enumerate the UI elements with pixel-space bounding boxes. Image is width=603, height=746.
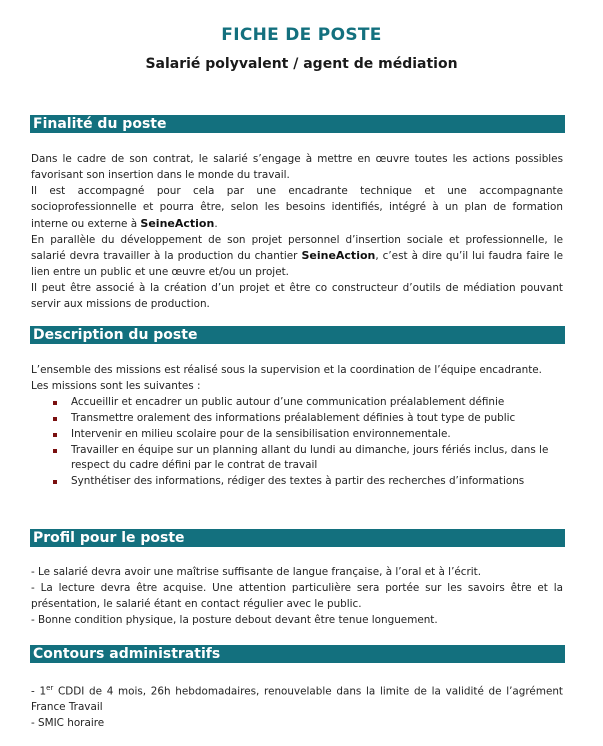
list-item	[31, 474, 563, 490]
description-intro: L’ensemble des missions est réalisé sous la supervision et la coordination de l’équipe encadrante.	[31, 364, 542, 376]
mission-text: Transmettre oralement des informations préalablement définies à tout type de public	[71, 411, 516, 424]
ordinal-suffix: er	[46, 684, 54, 692]
document-title: FICHE DE POSTE	[221, 25, 382, 45]
finalite-p2-text: Il est accompagné pour cela par une encadrante technique et une accompagnante socioprofessionnelle et pourra être, selon les besoins identifiés, intégré à un plan de formation interne ou externe à	[31, 184, 563, 230]
contours-line-1	[31, 681, 563, 716]
finalite-paragraph-1: Dans le cadre de son contrat, le salarié s’engage à mettre en œuvre toutes les actions possibles favorisant son insertion dans le monde du travail.	[31, 153, 563, 181]
list-item	[31, 427, 563, 443]
mission-text: Accueillir et encadrer un public autour d’une communication préalablement définie	[71, 395, 505, 408]
bullet-icon	[53, 401, 57, 405]
mission-text: Travailler en équipe sur un planning allant du lundi au dimanche, jours fériés inclus, dans le respect du cadre défini par le contrat de travail	[71, 443, 549, 472]
finalite-body	[31, 152, 563, 313]
brand-name: SeineAction	[140, 216, 215, 230]
list-item	[31, 395, 563, 411]
contract-prefix: - 1	[31, 685, 47, 698]
list-item	[31, 411, 563, 427]
bullet-icon	[53, 417, 57, 421]
finalite-p3-end: , c’est à dire qu’il lui faudra faire le lien entre un public et une œuvre et/ou un projet.	[31, 250, 563, 279]
description-body	[31, 363, 563, 490]
section-heading-finalite: Finalité du poste	[30, 115, 565, 133]
section-heading-contours: Contours administratifs	[30, 645, 565, 663]
missions-list	[31, 395, 563, 490]
profil-line: - Le salarié devra avoir une maîtrise suffisante de langue française, à l’oral et à l’écrit.	[31, 566, 482, 578]
bullet-icon	[53, 433, 57, 437]
list-item	[31, 443, 563, 475]
profil-line: - La lecture devra être acquise. Une attention particulière sera portée sur les savoirs être et la présentation, le salarié étant en contact régulier avec le public.	[31, 581, 563, 610]
bullet-icon	[53, 480, 57, 484]
contract-details: CDDI de 4 mois, 26h hebdomadaires, renouvelable dans la limite de la validité de l’agrément France Travail	[31, 685, 563, 714]
contours-body	[31, 681, 563, 732]
profil-line: - Bonne condition physique, la posture debout devant être tenue longuement.	[31, 613, 438, 626]
brand-name: SeineAction	[301, 249, 376, 263]
finalite-paragraph-2	[31, 184, 563, 233]
mission-text: Intervenir en milieu scolaire pour de la sensibilisation environnementale.	[71, 427, 451, 440]
finalite-p3-text: En parallèle du développement de son projet personnel d’insertion sociale et professionnelle, le salarié devra travailler à la production du chantier	[31, 233, 563, 263]
finalite-p2-end: .	[214, 217, 218, 230]
finalite-paragraph-4: Il peut être associé à la création d’un projet et être co constructeur d’outils de médiation pouvant servir aux missions de production.	[31, 282, 563, 311]
profil-body	[31, 565, 563, 629]
finalite-paragraph-3	[31, 233, 563, 282]
document-subtitle: Salarié polyvalent / agent de médiation	[145, 56, 458, 72]
bullet-icon	[53, 449, 57, 453]
section-heading-profil: Profil pour le poste	[30, 529, 565, 547]
mission-text: Synthétiser des informations, rédiger des textes à partir des recherches d’informations	[71, 475, 525, 488]
section-heading-description: Description du poste	[30, 326, 565, 344]
missions-label: Les missions sont les suivantes :	[31, 379, 201, 392]
contours-line-2: - SMIC horaire	[31, 717, 105, 730]
